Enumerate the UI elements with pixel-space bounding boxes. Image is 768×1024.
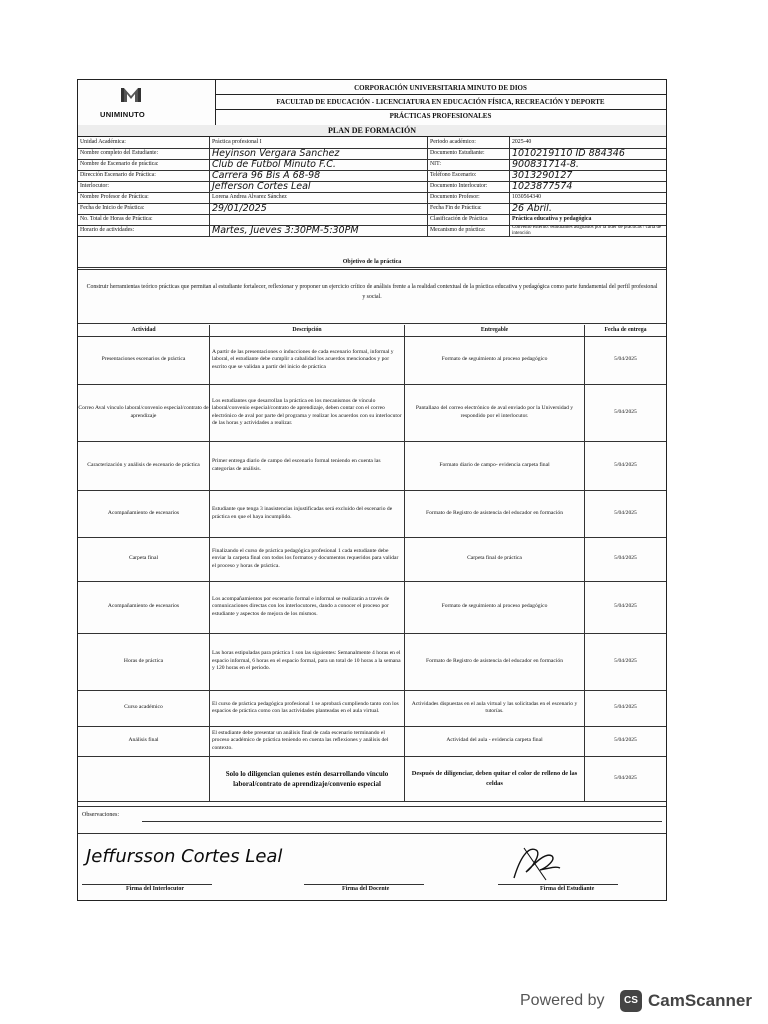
activity-cell — [78, 756, 210, 801]
info-value: 2025-40 — [512, 139, 532, 145]
activity-cell: Correo Aval vínculo laboral/convenio especial/contrato de aprendizaje — [78, 384, 210, 441]
description-cell: Estudiante que tenga 3 inasistencias injustificadas será excluido del escenario de práctica en que el haya incumplido. — [210, 490, 405, 537]
activity-cell: Presentaciones escenarios de práctica — [78, 336, 210, 384]
date-cell: 5/04/2025 — [614, 509, 637, 516]
info-value: Carrera 96 Bis A 68-98 — [210, 170, 428, 181]
info-value: Práctica profesional I — [210, 137, 428, 148]
table-row — [78, 384, 666, 442]
table-row — [78, 690, 666, 727]
deliverable-cell: Formato de Registro de asistencia del educador en formación — [405, 490, 585, 537]
date-cell: 5/04/2025 — [614, 657, 637, 664]
info-label: No. Total de Horas de Práctica: — [78, 214, 210, 225]
camscanner-name: CamScanner — [648, 991, 752, 1010]
deliverable-cell: Actividad del aula - evidencia carpeta final — [405, 726, 585, 756]
date-cell: 5/04/2025 — [614, 737, 637, 744]
info-value: 29/01/2025 — [210, 203, 428, 214]
student-signature — [506, 838, 566, 888]
deliverable-cell: Formato de Registro de asistencia del educador en formación — [405, 633, 585, 690]
faculty-name: FACULTAD DE EDUCACIÓN - LICENCIATURA EN EDUCACIÓN FÍSICA, RECREACIÓN Y DEPORTE — [276, 98, 605, 106]
institution-name: CORPORACIÓN UNIVERSITARIA MINUTO DE DIOS — [354, 84, 527, 92]
interlocutor-signature: Jeffursson Cortes Leal — [86, 846, 283, 867]
info-value: 3013290127 — [512, 170, 573, 181]
deliverable-cell: Actividades dispuestas en el aula virtual y las solicitadas en el escenario y tutorías. — [405, 690, 585, 726]
document-header — [78, 80, 666, 126]
info-label: Unidad Académica: — [78, 137, 210, 148]
activity-cell: Caracterización y análisis de escenario de práctica — [78, 441, 210, 490]
info-value: 1010219110 ID 884346 — [512, 148, 625, 159]
column-header: Entregable — [405, 325, 585, 336]
info-label: Nombre Profesor de Práctica: — [78, 192, 210, 203]
activity-cell: Análisis final — [78, 726, 210, 756]
student-signature-label: Firma del Estudiante — [540, 886, 595, 892]
table-row — [78, 336, 666, 385]
observations-line — [142, 821, 662, 822]
info-value: Martes, Jueves 3:30PM-5:30PM — [210, 225, 428, 236]
deliverable-cell: Formato de seguimiento al proceso pedagógico — [405, 581, 585, 633]
formation-plan-document — [77, 79, 667, 901]
date-cell: 5/04/2025 — [614, 603, 637, 610]
teacher-signature-label: Firma del Docente — [342, 886, 390, 892]
description-cell: Primer entrega diario de campo del escenario formal teniendo en cuenta las categorías de análisis. — [210, 441, 405, 490]
activity-cell: Horas de práctica — [78, 633, 210, 690]
info-label: Documento Profesor: — [428, 192, 510, 203]
info-label: Teléfono Escenario: — [428, 170, 510, 181]
date-cell: 5/04/2025 — [614, 461, 637, 468]
activity-cell: Acompañamiento de escenarios — [78, 490, 210, 537]
observations-label: Observaciones: — [82, 812, 119, 818]
university-logo — [78, 80, 216, 125]
activity-cell: Acompañamiento de escenarios — [78, 581, 210, 633]
column-header: Descripción — [210, 325, 405, 336]
info-label: Documento Interlocutor: — [428, 181, 510, 192]
table-row — [78, 537, 666, 582]
table-row — [78, 726, 666, 757]
column-header: Actividad — [78, 325, 210, 336]
camscanner-watermark — [520, 988, 752, 1018]
interlocutor-signature-line — [82, 884, 212, 885]
camscanner-icon: CS — [620, 990, 642, 1012]
observations-section — [78, 806, 666, 834]
info-value: Heyinson Vergara Sanchez — [210, 148, 428, 159]
table-row — [78, 756, 666, 802]
info-label: Clasificación de Práctica — [428, 214, 510, 225]
date-cell: 5/04/2025 — [614, 774, 637, 781]
info-label: Dirección Escenario de Práctica: — [78, 170, 210, 181]
info-label: Fecha Fin de Práctica: — [428, 203, 510, 214]
deliverable-cell: Carpeta final de práctica — [405, 537, 585, 581]
info-label: Nombre de Escenario de práctica: — [78, 159, 210, 170]
date-cell: 5/04/2025 — [614, 555, 637, 562]
plan-title: PLAN DE FORMACIÓN — [78, 125, 666, 137]
description-cell: El curso de práctica pedagógica profesional 1 se aprobará cumpliendo tanto con los espacios de práctica como con las actividades planteadas en el aula virtual. — [210, 690, 405, 726]
info-value — [210, 214, 428, 225]
deliverable-cell: Después de diligenciar, deben quitar el color de relleno de las celdas — [405, 756, 585, 801]
info-value: Práctica educativa y pedagógica — [512, 216, 592, 222]
info-label: NIT: — [428, 159, 510, 170]
info-value: 1023877574 — [512, 181, 573, 192]
university-logo-icon — [120, 86, 142, 104]
info-row — [78, 225, 666, 237]
description-cell: Los estudiantes que desarrollan la práctica en los mecanismos de vínculo laboral/convenio especial/contrato de aprendizaje, deben contar con el correo electrónico de aval por parte del programa y realizar los acuerdos con su interlocutor de las horas y actividades a realizar. — [210, 384, 405, 441]
table-row — [78, 633, 666, 691]
column-header: Fecha de entrega — [604, 326, 647, 333]
info-label: Fecha de Inicio de Práctica: — [78, 203, 210, 214]
deliverable-cell: Formato diario de campo- evidencia carpeta final — [405, 441, 585, 490]
objective-title: Objetivo de la práctica — [78, 258, 666, 268]
info-label: Interlocutor: — [78, 181, 210, 192]
student-signature-line — [498, 884, 618, 885]
activity-cell: Curso académico — [78, 690, 210, 726]
description-cell: Los acompañamientos por escenario formal e informal se realizarán a través de comunicaciones directas con los interlocutores, dando a conocer el proceso por estudiante y aspectos de mejora de los mismos. — [210, 581, 405, 633]
info-value: 900831714-8. — [512, 159, 579, 170]
date-cell: 5/04/2025 — [614, 704, 637, 711]
description-cell: Las horas estipuladas para práctica 1 son las siguientes: Semanalmente 4 horas en el espacio informal, 6 horas en el espacio formal, para un total de 10 horas a la semana y 120 horas en el periodo. — [210, 633, 405, 690]
info-label: Horario de actividades: — [78, 225, 210, 236]
info-value: Lorena Andrea Alvarez Sánchez — [210, 192, 428, 203]
table-row — [78, 490, 666, 538]
table-row — [78, 441, 666, 491]
info-label: Nombre completo del Estudiante: — [78, 148, 210, 159]
info-label: Periodo académico: — [428, 137, 510, 148]
info-label: Mecanismo de práctica: — [428, 225, 510, 236]
logo-text: UNIMINUTO — [100, 110, 146, 119]
description-cell: Solo lo diligencian quienes estén desarrollando vínculo laboral/contrato de aprendizaje/convenio especial — [210, 756, 405, 801]
info-value: Club de Futbol Minuto F.C. — [210, 159, 428, 170]
teacher-signature-line — [304, 884, 424, 885]
objective-text: Construir herramientas teórico prácticas que permitan al estudiante fortalecer, reflexionar y proponer un ejercicio crítico de análisis frente a la realidad contextual de la práctica educativa y pedagógica como parte fundamental del perfil profesional y social. — [78, 268, 666, 324]
interlocutor-signature-label: Firma del Interlocutor — [126, 886, 184, 892]
info-value: Jefferson Cortes Leal — [210, 181, 428, 192]
info-value: 26 Abril. — [512, 203, 552, 214]
section-name: PRÁCTICAS PROFESIONALES — [389, 112, 492, 120]
table-row — [78, 581, 666, 634]
info-label: Documento Estudiante: — [428, 148, 510, 159]
powered-by-text: Powered by — [520, 992, 605, 1009]
date-cell: 5/04/2025 — [614, 408, 637, 415]
activity-cell: Carpeta final — [78, 537, 210, 581]
deliverable-cell: Formato de seguimiento al proceso pedagógico — [405, 336, 585, 384]
description-cell: A partir de las presentaciones o inducciones de cada escenario formal, informal y laboral, el estudiante debe cumplir a cabalidad los acuerdos mencionados y por escrito que se validan a partir del inicio de práctica — [210, 336, 405, 384]
description-cell: El estudiante debe presentar un análisis final de cada escenario terminando el proceso académico de práctica teniendo en cuenta las reflexiones y análisis del contexto. — [210, 726, 405, 756]
deliverable-cell: Pantallazo del correo electrónico de aval enviado por la Universidad y respondido por el interlocutor. — [405, 384, 585, 441]
date-cell: 5/04/2025 — [614, 356, 637, 363]
info-value: 1030564340 — [512, 194, 541, 200]
description-cell: Finalizando el curso de práctica pedagógica profesional 1 cada estudiante debe enviar la carpeta final con todos los formatos y documentos requeridos para validar el proceso y horas de práctica. — [210, 537, 405, 581]
info-value: Convenio externo: estudiantes asignados por la líder de prácticas / carta de intención — [512, 225, 662, 236]
